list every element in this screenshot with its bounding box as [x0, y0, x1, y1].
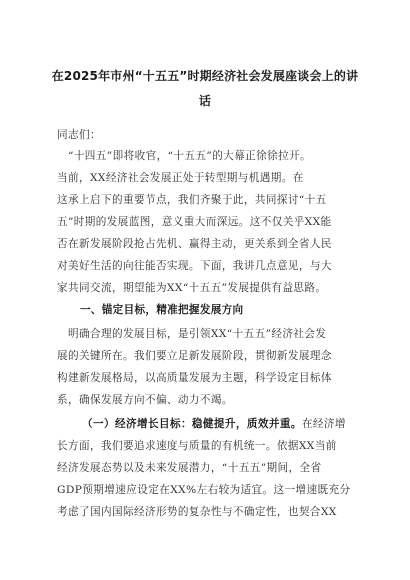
- section1-line: 明确合理的发展目标，是引领XX“十五五”经济社会发: [68, 328, 327, 340]
- section1-heading: 一、锚定目标，精准把握发展方向: [80, 304, 244, 316]
- intro-line: 这承上启下的重要节点，我们齐聚于此，共同探讨“十五: [57, 194, 327, 206]
- section1-line: 展的关键所在。我们要立足新发展阶段，贯彻新发展理念: [57, 350, 332, 362]
- subsection1-line: GDP预期增速应设定在XX%左右较为适宜。这一增速既充分: [57, 484, 351, 496]
- subsection1-bold-title: （一）经济增长目标：稳健提升，质效并重。: [82, 418, 302, 430]
- document-title-line2: 话: [198, 94, 212, 108]
- intro-line: 否在新发展阶段抢占先机、赢得主动，更关系到全省人民: [57, 238, 332, 250]
- section1-line: 系，确保发展方向不偏、动力不竭。: [57, 394, 233, 406]
- intro-line: 当前，XX经济社会发展正处于转型期与机遇期。在: [57, 172, 304, 184]
- subsection1-line: 长方面，我们要追求速度与质量的有机统一。依据XX当前: [57, 440, 337, 452]
- subsection1-line: 经济发展态势以及未来发展潜力，“十五五”期间，全省: [57, 462, 322, 474]
- subsection1-line: 考虑了国内国际经济形势的复杂性与不确定性，也契合XX: [57, 506, 337, 518]
- subsection1-first-tail: 在经济增: [301, 418, 346, 430]
- intro-line: 对美好生活的向往能否实现。下面，我讲几点意见，与大: [57, 260, 332, 272]
- subsection1-heading: [82, 416, 346, 431]
- intro-line: “十四五”即将收官，“十五五”的大幕正徐徐拉开。: [68, 150, 312, 162]
- document-title-line1: 在2025年市州“十五五”时期经济社会发展座谈会上的讲: [51, 69, 359, 83]
- section1-line: 构建新发展格局，以高质量发展为主题，科学设定目标体: [57, 372, 332, 384]
- intro-line: 家共同交流，期望能为XX“十五五”发展提供有益思路。: [57, 282, 327, 294]
- intro-line: 五”时期的发展蓝图，意义重大而深远。这不仅关乎XX能: [57, 216, 332, 228]
- salutation: 同志们：: [57, 129, 101, 141]
